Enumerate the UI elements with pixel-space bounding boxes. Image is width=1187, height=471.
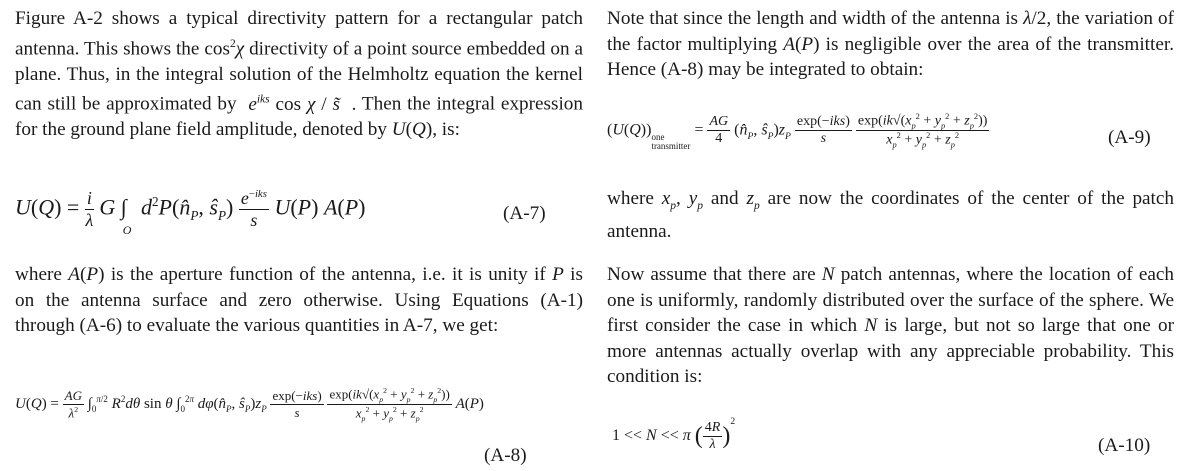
left-column-lower (15, 262, 583, 339)
equation-a7: U(Q) = $\frac{i}{\lambda}$ G $\int_O$ $d^2P(n̂_P$, $ŝ_P$) $\frac{e^{-iks}}{s}$ U(P) A(P) (15, 188, 366, 237)
equation-a10-number: (A-10) (1098, 435, 1151, 456)
equation-a8-number: (A-8) (484, 445, 527, 466)
kernel-expression: $e^{iks}$ cos χ / s̃ . (248, 93, 357, 115)
equation-a8: U(Q) = $\frac{AG}{\lambda^2}$ $\int_0^{\pi/2}$ $R^2d\theta$ sin θ $\int_0^{2\pi}$ $d\varphi(n̂_P$, $ŝ_P)z_P$ $\frac{\text{exp(−iks)}}{s}$ $\frac{\exp(ik√(x_p^2 + y_p^2 + z_p^2))}{x_p^2 + y_p^2 + z_p^2}$ A(P) (15, 386, 484, 423)
left-column (15, 6, 583, 143)
paragraph-n-antennas: Now assume that there are N patch antennas, where the location of each one is uniformly, randomly distributed over the surface of the sphere. We first consider the case in which N is large, but not so large that one or more antennas actually overlap with any appreciable probability. This condition is: (607, 264, 1174, 388)
equation-a9-number: (A-9) (1108, 127, 1151, 148)
paragraph-coordinates: where $x_p$, $y_p$ and $z_p$ are now the coordinates of the center of the patch antenna. (607, 188, 1174, 243)
right-column-lower (607, 262, 1174, 390)
equation-a7-number: (A-7) (503, 203, 546, 224)
equation-a10: 1 << N << π ( $\frac{4R}{\lambda}$ )$^2$ (612, 415, 736, 452)
paragraph-aperture: where A(P) is the aperture function of the antenna, i.e. it is unity if P is on the antenna surface and zero otherwise. Using Equations (A-1) through (A-6) to evaluate the various quantities in A-7, we get: (15, 264, 583, 337)
equation-a9: $(U(Q))_{one transmitter}$ = $\frac{AG}{4}$ ($n̂_P$, $ŝ_P)z_P$ $\frac{\text{exp(−iks)}}{s}$ $\frac{\exp(ik√(x_p^2 + y_p^2 + z_p^2))}{x_p^2 + y_p^2 + z_p^2}$ (607, 112, 988, 151)
paragraph-integration: Note that since the length and width of the antenna is λ/2, the variation of the factor multiplying A(P) is negligible over the area of the transmitter. Hence (A-8) may be integrated to obtain: (607, 8, 1175, 81)
paragraph-directivity: Figure A-2 shows a typical directivity pattern for a rectangular patch antenna. This shows the $\cos^2\chi$ directivity of a point source embedded on a plane. Thus, in the integral solution of the Helmholtz equation the kernel can still be approximated by $e^{iks}$ cos χ / s̃ . Then the integral expression for the ground plane field amplitude, denoted by U(Q), is: (15, 8, 583, 141)
right-column-middle (607, 186, 1174, 245)
right-column (607, 6, 1174, 83)
